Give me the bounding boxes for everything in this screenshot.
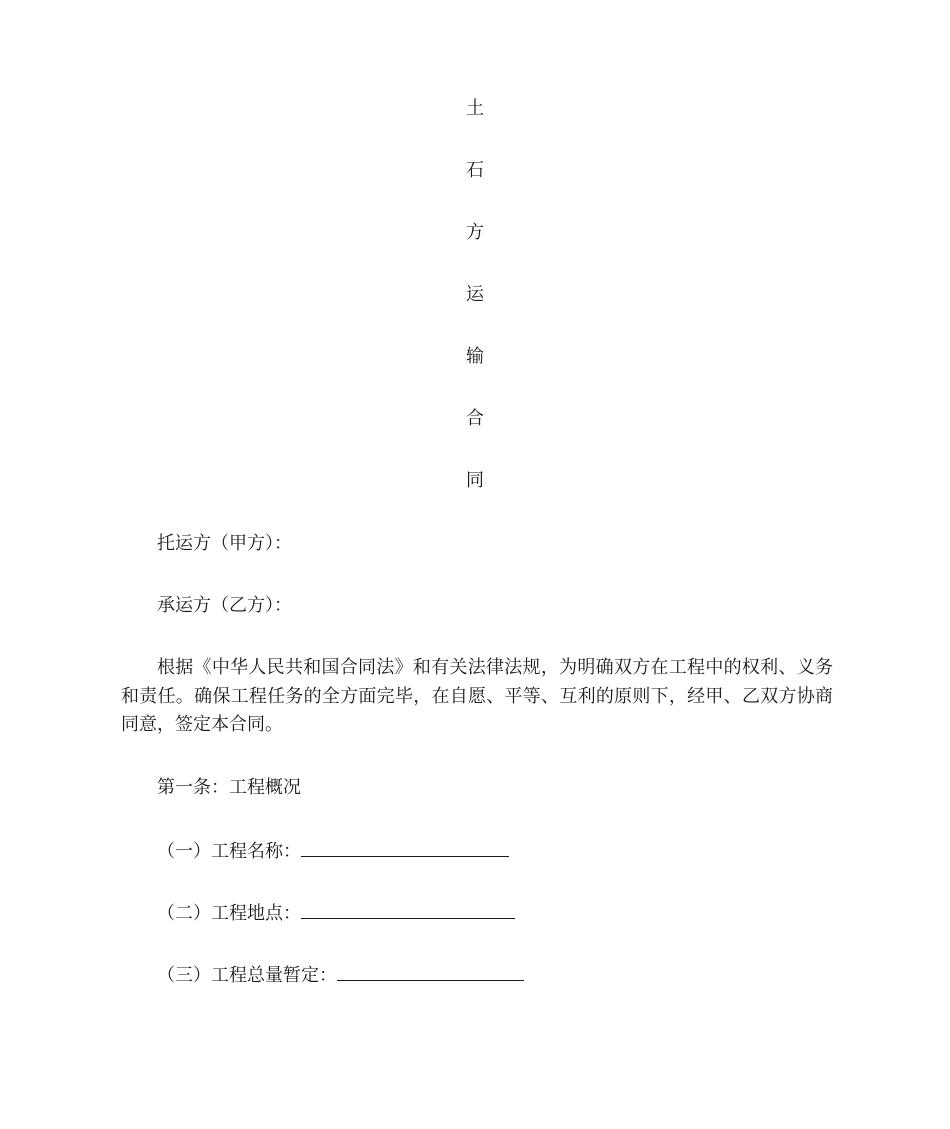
project-location-row	[157, 900, 515, 926]
title-char: 土	[466, 98, 484, 119]
project-name-label: （一）工程名称：	[157, 841, 301, 862]
article-1-heading: 第一条：工程概况	[157, 777, 301, 798]
party-b-label: 承运方（乙方）：	[157, 595, 292, 616]
party-a-label: 托运方（甲方）：	[157, 533, 292, 554]
title-char: 同	[466, 470, 484, 491]
project-quantity-label: （三）工程总量暂定：	[157, 965, 337, 986]
project-location-blank[interactable]	[301, 900, 515, 919]
title-char: 石	[466, 160, 484, 181]
preamble-paragraph: 根据《中华人民共和国合同法》和有关法律法规，为明确双方在工程中的权利、义务和责任。确保工程任务的全方面完毕，在自愿、平等、互利的原则下，经甲、乙双方协商同意，签定本合同。	[121, 657, 833, 735]
title-char: 输	[466, 346, 484, 367]
title-char: 合	[466, 408, 484, 429]
project-name-row	[157, 838, 509, 864]
title-char: 方	[466, 222, 484, 243]
project-quantity-blank[interactable]	[337, 962, 524, 981]
project-name-blank[interactable]	[301, 838, 509, 857]
project-location-label: （二）工程地点：	[157, 903, 301, 924]
project-quantity-row	[157, 962, 524, 988]
title-char: 运	[466, 284, 484, 305]
